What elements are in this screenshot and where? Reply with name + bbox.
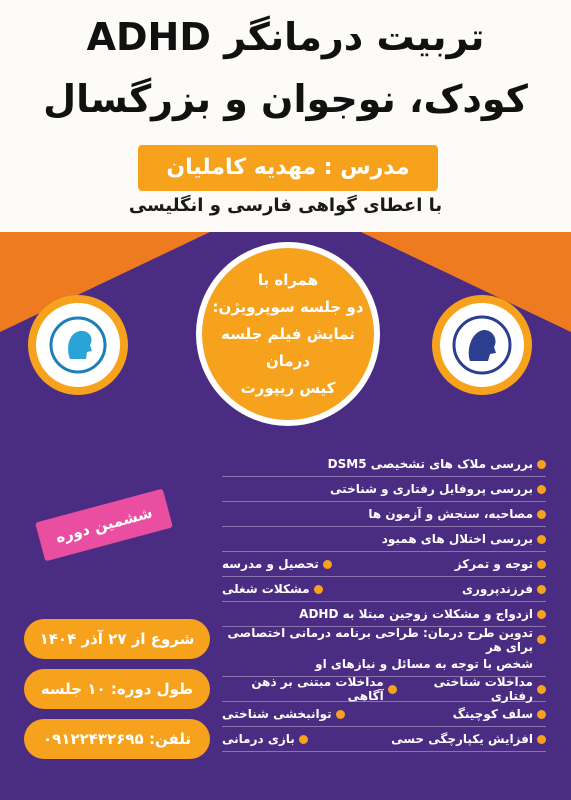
list-item: مصاحبه، سنجش و آزمون ها: [222, 502, 546, 527]
title-line-1: تربیت درمانگر ADHD: [86, 15, 485, 59]
emblem-icon: [450, 313, 514, 377]
certificate-note: با اعطای گواهی فارسی و انگلیسی: [128, 195, 443, 216]
list-item: شخص با توجه به مسائل و نیازهای او: [222, 652, 546, 677]
right-logo: [432, 295, 532, 395]
supervision-circle: [196, 242, 380, 426]
list-item: توجه و تمرکز تحصیل و مدرسه: [222, 552, 546, 577]
list-item: فرزندپروری مشکلات شغلی: [222, 577, 546, 602]
circle-line-2: دو جلسه سوپرویژن:: [212, 297, 364, 316]
list-item: بررسی اختلال های همبود: [222, 527, 546, 552]
topics-list: [222, 452, 546, 752]
circle-line-4: کیس ریپورت: [240, 378, 336, 397]
left-logo: [28, 295, 128, 395]
circle-line-3: نمایش فیلم جلسه درمان: [221, 324, 355, 370]
phone-pill: تلفن: ۰۹۱۲۲۴۳۲۶۹۵: [24, 719, 210, 759]
list-item: ازدواج و مشکلات زوجین مبتلا به ADHD: [222, 602, 546, 627]
session-badge: ششمین دوره: [35, 489, 173, 562]
list-item: بررسی پروفایل رفتاری و شناختی: [222, 477, 546, 502]
start-date-pill: شروع از ۲۷ آذر ۱۴۰۴: [24, 619, 210, 659]
list-item: مداخلات شناختی رفتاری مداخلات مبتنی بر ذهن آگاهی: [222, 677, 546, 702]
list-item: تدوین طرح درمان: طراحی برنامه درمانی اختصاصی برای هر: [222, 627, 546, 652]
duration-pill: طول دوره: ۱۰ جلسه: [24, 669, 210, 709]
title-line-2: کودک، نوجوان و بزرگسال: [43, 77, 528, 121]
head-icon: [48, 315, 108, 375]
list-item: افزایش یکپارچگی حسی بازی درمانی: [222, 727, 546, 752]
list-item: سلف کوچینگ توانبخشی شناختی: [222, 702, 546, 727]
list-item: بررسی ملاک های تشخیصی DSM5: [222, 452, 546, 477]
circle-line-1: همراه با: [257, 270, 319, 289]
teacher-name: مدرس : مهدیه کاملیان: [138, 145, 438, 191]
